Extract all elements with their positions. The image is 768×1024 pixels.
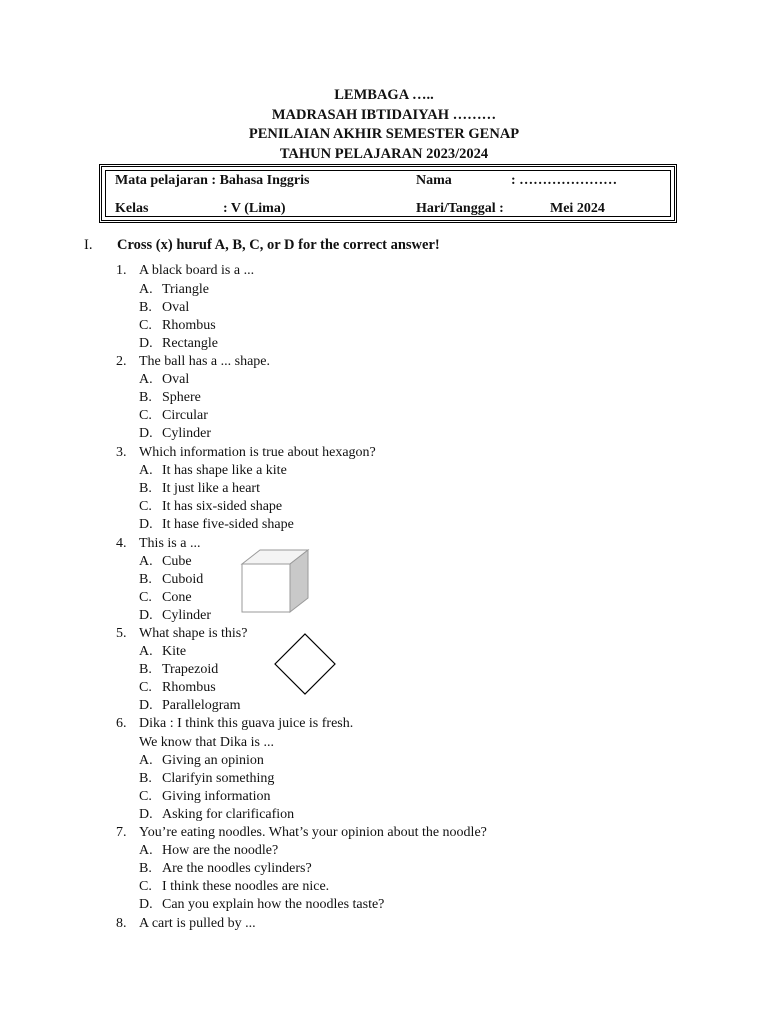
option-letter: A. xyxy=(139,463,153,478)
question-text: You’re eating noodles. What’s your opinion about the noodle? xyxy=(139,825,487,840)
option-text: Oval xyxy=(162,372,190,387)
option-7a[interactable] xyxy=(139,842,278,860)
question-7 xyxy=(116,824,487,842)
exam-header xyxy=(0,86,768,164)
question-number: 6. xyxy=(116,716,127,731)
question-text: Which information is true about hexagon? xyxy=(139,445,376,460)
option-6b[interactable] xyxy=(139,770,274,788)
option-text: It has shape like a kite xyxy=(162,463,287,478)
name-field[interactable]: : ………………… xyxy=(511,173,618,188)
cube-figure xyxy=(240,546,312,616)
option-text: Kite xyxy=(162,644,187,659)
option-text: Giving an opinion xyxy=(162,753,264,768)
option-7d[interactable] xyxy=(139,896,384,914)
header-institution: LEMBAGA ….. xyxy=(334,87,434,103)
option-text: Parallelogram xyxy=(162,698,241,713)
option-letter: D. xyxy=(139,426,153,441)
question-6-continuation: We know that Dika is ... xyxy=(139,735,274,750)
option-letter: D. xyxy=(139,336,153,351)
option-7c[interactable] xyxy=(139,878,329,896)
question-text: This is a ... xyxy=(139,536,201,551)
option-text: Giving information xyxy=(162,789,271,804)
name-label: Nama xyxy=(416,173,452,188)
option-letter: A. xyxy=(139,843,153,858)
question-1 xyxy=(116,262,254,280)
option-letter: D. xyxy=(139,897,153,912)
header-year: TAHUN PELAJARAN 2023/2024 xyxy=(279,145,489,162)
option-letter: B. xyxy=(139,390,152,405)
question-number: 4. xyxy=(116,536,127,551)
option-1a[interactable] xyxy=(139,281,209,299)
option-letter: B. xyxy=(139,861,152,876)
option-text: I think these noodles are nice. xyxy=(162,879,330,894)
option-3d[interactable] xyxy=(139,516,294,534)
option-text: Cylinder xyxy=(162,608,211,623)
option-letter: B. xyxy=(139,572,152,587)
option-letter: B. xyxy=(139,300,152,315)
option-text: Can you explain how the noodles taste? xyxy=(162,897,385,912)
option-2d[interactable] xyxy=(139,425,211,443)
option-5a[interactable] xyxy=(139,643,186,661)
option-letter: C. xyxy=(139,789,152,804)
option-letter: A. xyxy=(139,753,153,768)
question-2 xyxy=(116,353,270,371)
class-value: : V (Lima) xyxy=(223,201,286,216)
question-number: 8. xyxy=(116,916,127,931)
subject-label: Mata pelajaran : Bahasa Inggris xyxy=(115,173,310,188)
option-text: Asking for clarificafion xyxy=(162,807,295,822)
question-8 xyxy=(116,915,256,933)
option-1c[interactable] xyxy=(139,317,216,335)
student-info-box xyxy=(99,164,677,223)
option-6d[interactable] xyxy=(139,806,294,824)
option-letter: C. xyxy=(139,879,152,894)
option-1b[interactable] xyxy=(139,299,189,317)
option-2a[interactable] xyxy=(139,371,189,389)
option-3a[interactable] xyxy=(139,462,287,480)
question-number: 7. xyxy=(116,825,127,840)
question-text: A cart is pulled by ... xyxy=(139,916,256,931)
option-text: Are the noodles cylinders? xyxy=(162,861,312,876)
option-4c[interactable] xyxy=(139,589,192,607)
option-letter: D. xyxy=(139,517,153,532)
option-text: Oval xyxy=(162,300,190,315)
question-number: 1. xyxy=(116,263,127,278)
question-text: What shape is this? xyxy=(139,626,248,641)
date-label: Hari/Tanggal : xyxy=(416,201,504,216)
section-number: I. xyxy=(84,237,93,253)
question-6 xyxy=(116,715,353,733)
option-letter: B. xyxy=(139,662,152,677)
question-text: The ball has a ... shape. xyxy=(139,354,271,369)
option-letter: D. xyxy=(139,698,153,713)
option-4b[interactable] xyxy=(139,571,203,589)
option-text: Rhombus xyxy=(162,680,216,695)
rhombus-figure xyxy=(272,632,338,696)
option-text: Clarifyin something xyxy=(162,771,275,786)
option-letter: A. xyxy=(139,372,153,387)
option-text: It has six-sided shape xyxy=(162,499,283,514)
option-letter: C. xyxy=(139,499,152,514)
option-text: Cube xyxy=(162,554,192,569)
option-1d[interactable] xyxy=(139,335,218,353)
question-number: 2. xyxy=(116,354,127,369)
section-instruction: Cross (x) huruf A, B, C, or D for the correct answer! xyxy=(117,237,440,253)
question-text: A black board is a ... xyxy=(139,263,255,278)
option-text: Triangle xyxy=(162,282,209,297)
option-2c[interactable] xyxy=(139,407,208,425)
option-2b[interactable] xyxy=(139,389,201,407)
option-text: Cuboid xyxy=(162,572,204,587)
date-value: Mei 2024 xyxy=(550,201,605,216)
option-7b[interactable] xyxy=(139,860,312,878)
question-3 xyxy=(116,444,376,462)
question-text: Dika : I think this guava juice is fresh. xyxy=(139,716,354,731)
option-letter: A. xyxy=(139,644,153,659)
option-4d[interactable] xyxy=(139,607,211,625)
option-letter: C. xyxy=(139,408,152,423)
option-text: How are the noodle? xyxy=(162,843,279,858)
option-letter: B. xyxy=(139,771,152,786)
header-school: MADRASAH IBTIDAIYAH ……… xyxy=(271,106,497,123)
option-letter: C. xyxy=(139,680,152,695)
question-5 xyxy=(116,625,247,643)
option-letter: D. xyxy=(139,608,153,623)
option-5b[interactable] xyxy=(139,661,218,679)
option-text: Rhombus xyxy=(162,318,216,333)
class-label: Kelas xyxy=(115,201,149,216)
option-6a[interactable] xyxy=(139,752,264,770)
option-letter: C. xyxy=(139,318,152,333)
question-number: 5. xyxy=(116,626,127,641)
header-exam-title: PENILAIAN AKHIR SEMESTER GENAP xyxy=(248,126,520,142)
option-3b[interactable] xyxy=(139,480,260,498)
option-text: It hase five-sided shape xyxy=(162,517,294,532)
option-letter: A. xyxy=(139,282,153,297)
option-letter: C. xyxy=(139,590,152,605)
option-text: Circular xyxy=(162,408,208,423)
option-5d[interactable] xyxy=(139,697,241,715)
option-text: Rectangle xyxy=(162,336,218,351)
question-4 xyxy=(116,535,200,553)
question-number: 3. xyxy=(116,445,127,460)
option-text: Cylinder xyxy=(162,426,211,441)
option-4a[interactable] xyxy=(139,553,192,571)
option-letter: D. xyxy=(139,807,153,822)
option-3c[interactable] xyxy=(139,498,282,516)
option-text: Cone xyxy=(162,590,192,605)
option-letter: B. xyxy=(139,481,152,496)
option-letter: A. xyxy=(139,554,153,569)
option-6c[interactable] xyxy=(139,788,271,806)
option-text: Trapezoid xyxy=(162,662,219,677)
option-text: It just like a heart xyxy=(162,481,260,496)
option-text: Sphere xyxy=(162,390,201,405)
option-5c[interactable] xyxy=(139,679,216,697)
